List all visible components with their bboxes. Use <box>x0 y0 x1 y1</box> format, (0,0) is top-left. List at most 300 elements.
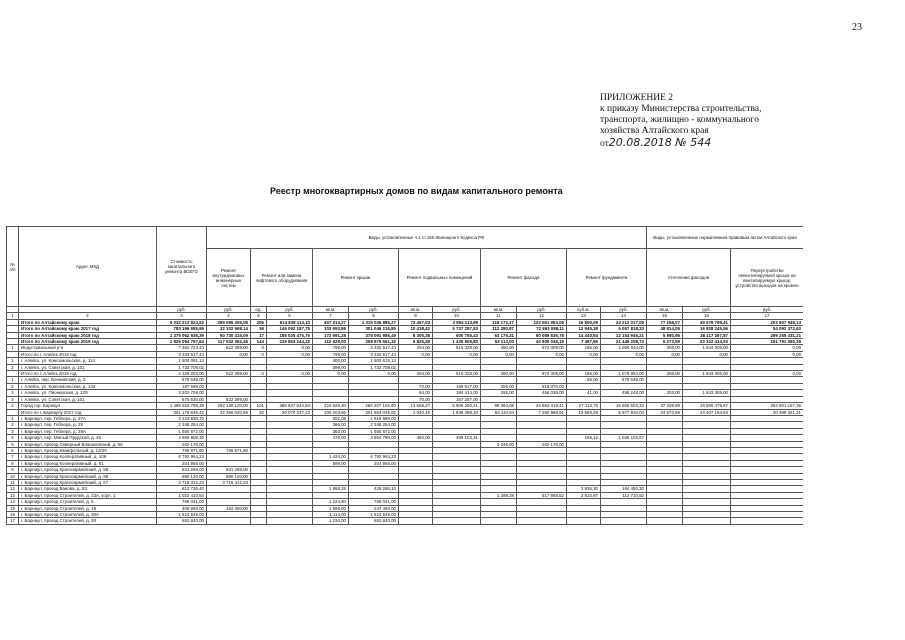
table-body <box>7 319 804 524</box>
value-cell: 50 730 415,09 <box>207 332 251 338</box>
address-cell: г. Барнаул, проезд Кооперативный, д. 51 <box>19 460 157 466</box>
value-cell: 498 248,00 <box>601 390 647 396</box>
value-cell: 1 524 549,00 <box>157 512 207 518</box>
value-cell: 0,00 <box>731 371 804 377</box>
value-cell: 768 041,00 <box>349 499 399 505</box>
value-cell: 70,00 <box>399 383 433 389</box>
value-cell: 119 172,17 <box>481 319 517 325</box>
value-cell: 32 102 968,14 <box>207 326 251 332</box>
value-cell: 799,00 <box>313 345 349 351</box>
row-number-cell: 8 <box>7 460 19 466</box>
value-cell: 202,08 <box>313 415 349 421</box>
unit-cell: кв.м. <box>399 307 433 313</box>
value-cell <box>567 518 601 524</box>
value-cell: 0,00 <box>433 351 481 357</box>
value-cell <box>683 518 731 524</box>
row-number-cell: 14 <box>7 499 19 505</box>
col-header-no: № п/п <box>7 227 19 307</box>
value-cell: 172 991,28 <box>313 332 349 338</box>
value-cell: 208,00 <box>647 371 683 377</box>
column-number-cell: 10 <box>433 313 481 319</box>
value-cell: 400,00 <box>313 358 349 364</box>
address-cell: г. Барнаул, пер. Геблера, д. 37А <box>19 415 157 421</box>
value-cell: 3 223 630,70 <box>157 415 207 421</box>
value-cell: 0,00 <box>517 351 567 357</box>
value-cell: 880 120,00 <box>157 473 207 479</box>
address-cell: Город гор. Барнаул <box>19 403 157 409</box>
value-cell: 20 399 321,21 <box>731 409 804 415</box>
value-cell <box>481 518 517 524</box>
value-cell: 49 078 799,41 <box>683 319 731 325</box>
value-cell: 7 292 968,91 <box>517 409 567 415</box>
value-cell: 299 085 406,08 <box>207 319 251 325</box>
value-cell: 818 370,00 <box>517 383 567 389</box>
value-cell: 208,00 <box>647 345 683 351</box>
value-cell: 17 <box>251 332 267 338</box>
value-cell: 2 348 254,00 <box>157 422 207 428</box>
address-cell: г. Барнаул, проезд Канифольный, д. 12/20 <box>19 447 157 453</box>
value-cell: 5 057 818,33 <box>601 326 647 332</box>
col-header-other: Переустройство невентилируемой крыши на вентилируемую крышу, устройство выходов на кровлю <box>731 249 804 307</box>
value-cell: 1 643 305,00 <box>683 371 731 377</box>
appendix-block <box>600 93 800 150</box>
value-cell: 262 130 120,00 <box>207 403 251 409</box>
column-number-cell: 16 <box>683 313 731 319</box>
column-number-cell: 9 <box>399 313 433 319</box>
value-cell: 0,00 <box>481 351 517 357</box>
value-cell: 499 103,31 <box>433 435 481 441</box>
column-number-cell: 7 <box>313 313 349 319</box>
row-number-cell: 5 <box>7 441 19 447</box>
row-number-cell: 1 <box>7 345 19 351</box>
address-cell: г. Барнаул, пер. Геблера, д. 29А <box>19 428 157 434</box>
value-cell: 768 041,00 <box>157 499 207 505</box>
value-cell: 13 568,27 <box>399 403 433 409</box>
value-cell: 280 207 102,60 <box>349 403 399 409</box>
address-cell: г. Барнаул, проезд Строителей, д. 18 <box>19 505 157 511</box>
value-cell: 204,00 <box>399 345 433 351</box>
value-cell: 0 <box>251 345 267 351</box>
col-header-cost: Стоимость капитального ремонта ВСЕГО <box>157 227 207 307</box>
address-cell: г. Алейск, ул. Комсомольская, д. 134 <box>19 383 157 389</box>
value-cell: 38 117 267,87 <box>683 332 731 338</box>
appendix-date-line <box>600 137 800 150</box>
value-cell: 54 091 372,63 <box>731 326 804 332</box>
value-cell: 363,00 <box>313 428 349 434</box>
value-cell: 3 333 517,44 <box>157 351 207 357</box>
address-cell: Итого по Алтайскому краю 2019 год <box>19 339 157 345</box>
value-cell: 1 040,15 <box>399 409 433 415</box>
value-cell: 0,00 <box>731 351 804 357</box>
value-cell: 184 414,00 <box>433 390 481 396</box>
value-cell: 14 440,54 <box>567 332 601 338</box>
unit-cell: руб. <box>157 307 207 313</box>
value-cell: 0,00 <box>313 371 349 377</box>
address-cell: г. Барнаул, проезд Ванова, д. 53 <box>19 486 157 492</box>
value-cell: 3 245,00 <box>481 441 517 447</box>
column-number-cell: 6 <box>267 313 313 319</box>
unit-cell: куб.м. <box>567 307 601 313</box>
value-cell: 0,00 <box>349 371 399 377</box>
value-cell: 206,00 <box>481 383 517 389</box>
value-cell: 490,00 <box>481 345 517 351</box>
value-cell: 169 917,00 <box>433 383 481 389</box>
value-cell: 3 332 517,44 <box>349 351 399 357</box>
handwritten-date-number: 20.08.2018 № 544 <box>608 136 712 149</box>
value-cell: 37 339,89 <box>647 403 683 409</box>
value-cell: 24 673,59 <box>647 409 683 415</box>
value-cell: 880 120,00 <box>207 473 251 479</box>
address-cell: Итого по г. Барнаулу 2017 год <box>19 409 157 415</box>
value-cell: 1 315 036 986,27 <box>349 319 399 325</box>
value-cell: 517 958,52 <box>517 492 567 498</box>
address-cell: г. Барнаул, проезд Строителей, д. 6 <box>19 499 157 505</box>
row-number-cell: 13 <box>7 492 19 498</box>
value-cell: 146 092 187,75 <box>267 326 313 332</box>
value-cell: 796 971,90 <box>157 447 207 453</box>
row-number-cell: 15 <box>7 505 19 511</box>
value-cell: 203 907 948,13 <box>731 319 804 325</box>
address-cell: г. Алейск, ул. Советская, д. 101 <box>19 364 157 370</box>
value-cell: 0,00 <box>207 351 251 357</box>
row-number-cell: 7 <box>7 454 19 460</box>
value-cell: 2 610,97 <box>567 492 601 498</box>
value-cell: 874 309,00 <box>517 345 567 351</box>
column-number-cell: 14 <box>601 313 647 319</box>
address-cell: г. Барнаул, проезд Кооперативный, д. 106 <box>19 454 157 460</box>
value-cell: 24 212 017,09 <box>601 319 647 325</box>
value-cell: 72 863 088,11 <box>517 326 567 332</box>
unit-cell: руб. <box>349 307 399 313</box>
value-cell: 1 600 615,12 <box>349 358 399 364</box>
value-cell: 99 394,08 <box>481 403 517 409</box>
row-number-cell: 2 <box>7 383 19 389</box>
col-header-facade: Ремонт фасада <box>481 249 567 307</box>
document-title: Реестр многоквартирных домов по видам капитального ремонта <box>270 186 563 196</box>
value-cell: 478,00 <box>313 435 349 441</box>
value-cell: 103 693,86 <box>313 326 349 332</box>
value-cell: 796 971,90 <box>207 447 251 453</box>
value-cell: 65,00 <box>567 377 601 383</box>
row-number-cell: 2 <box>7 364 19 370</box>
value-cell: 203,00 <box>647 390 683 396</box>
value-cell: 388 947 644,84 <box>267 403 313 409</box>
value-cell: 53 113,00 <box>481 339 517 345</box>
value-cell: 874 309,00 <box>517 371 567 377</box>
value-cell: 247 460,00 <box>349 505 399 511</box>
value-cell: 112 280,87 <box>481 326 517 332</box>
value-cell <box>267 518 313 524</box>
row-number-cell: 3 <box>7 428 19 434</box>
value-cell: 510 328,00 <box>433 345 481 351</box>
value-cell: 70,00 <box>399 396 433 402</box>
value-cell: 613 736,40 <box>157 486 207 492</box>
value-cell: 253 801 157,36 <box>731 403 804 409</box>
value-cell: 428 286,10 <box>349 486 399 492</box>
value-cell: 100 203,86 <box>313 409 349 415</box>
value-cell: 7 462 723,44 <box>157 345 207 351</box>
address-cell: Итого по Алтайскому краю <box>19 319 157 325</box>
column-number-cell: 4 <box>207 313 251 319</box>
address-cell: г. Барнаул, пер. Малый Прудской, д. 45 <box>19 435 157 441</box>
address-cell: г. Барнаул, проезд Строителей, д. 30А <box>19 512 157 518</box>
value-cell: 462,00 <box>399 435 433 441</box>
value-cell: 5 980,95 <box>647 332 683 338</box>
value-cell: 162 400,00 <box>207 505 251 511</box>
value-cell: 204,00 <box>399 371 433 377</box>
value-cell: 614 838 114,10 <box>267 319 313 325</box>
row-number-cell: 1 <box>7 358 19 364</box>
address-cell: Итого по г. Алейск 2019 год <box>19 371 157 377</box>
value-cell: 44 563 419,41 <box>517 403 567 409</box>
value-cell: 219 853 244,22 <box>267 339 313 345</box>
value-cell: 783 196 985,99 <box>157 326 207 332</box>
value-cell: 12 154 946,21 <box>601 332 647 338</box>
value-cell <box>647 518 683 524</box>
value-cell: 40 809 049,19 <box>517 339 567 345</box>
value-cell: 1 643 305,00 <box>683 345 731 351</box>
row-number-cell: 17 <box>7 518 19 524</box>
value-cell: 53 110,84 <box>481 409 517 415</box>
value-cell <box>601 518 647 524</box>
value-cell: 0 <box>251 351 267 357</box>
column-number-cell: 11 <box>481 313 517 319</box>
value-cell: 156,00 <box>567 371 601 377</box>
value-cell: 122 061 983,06 <box>517 319 567 325</box>
value-cell: 144 <box>251 339 267 345</box>
value-cell: 165,12 <box>567 435 601 441</box>
row-number-cell: 10 <box>7 473 19 479</box>
value-cell: 117 032 062,46 <box>207 339 251 345</box>
value-cell: 204 956,00 <box>349 460 399 466</box>
value-cell: 4 960 908,30 <box>157 435 207 441</box>
value-cell: 151 791 085,36 <box>731 339 804 345</box>
value-cell: 399,00 <box>313 364 349 370</box>
address-cell: Итого по Алтайскому краю 2018 год <box>19 332 157 338</box>
unit-cell: кв.м. <box>313 307 349 313</box>
value-cell: 578 646,00 <box>157 377 207 383</box>
value-cell: 3 854 790,00 <box>349 435 399 441</box>
value-cell: 0,00 <box>267 345 313 351</box>
value-cell: 652 840,00 <box>157 518 207 524</box>
value-cell: 652 840,00 <box>349 518 399 524</box>
row-number-cell: 3 <box>7 390 19 396</box>
column-number-cell: 17 <box>731 313 804 319</box>
value-cell: 201 863 045,82 <box>349 409 399 415</box>
value-cell: 101 <box>251 403 267 409</box>
row-number-cell: 4 <box>7 396 19 402</box>
value-cell: 5 977 810,04 <box>601 409 647 415</box>
column-number-cell: 2 <box>19 313 157 319</box>
value-cell: 64,00 <box>399 390 433 396</box>
col-header-foundation: Ремонт фундамента <box>567 249 647 307</box>
value-cell: 456 036,00 <box>517 390 567 396</box>
value-cell: 112 710,82 <box>601 492 647 498</box>
value-cell: 675 630,00 <box>157 396 207 402</box>
value-cell: 6 792 964,23 <box>349 454 399 460</box>
value-cell: 7 497,86 <box>567 339 601 345</box>
value-cell: 72 467,03 <box>399 319 433 325</box>
value-cell: 1 022 410,84 <box>157 492 207 498</box>
col-header-insulation: Утепление фасадов <box>647 249 731 307</box>
column-number-cell: 8 <box>349 313 399 319</box>
unit-cell: руб. <box>731 307 804 313</box>
col-header-basement: Ремонт подвальных помещений <box>399 249 481 307</box>
value-cell: 206 <box>251 319 267 325</box>
value-cell: 0,00 <box>267 371 313 377</box>
unit-cell: руб. <box>433 307 481 313</box>
address-cell: г. Барнаул, проезд Красноармейский, д. 67 <box>19 479 157 485</box>
value-cell: 3 332 517,44 <box>349 345 399 351</box>
value-cell: 1 114,00 <box>313 512 349 518</box>
value-cell: 0,00 <box>601 351 647 357</box>
value-cell: 5 906 250,21 <box>433 403 481 409</box>
value-cell: 1 550 672,00 <box>349 428 399 434</box>
value-cell: 1 550 672,00 <box>157 428 207 434</box>
col-header-elevators: Ремонт или замена лифтового оборудования <box>251 249 313 307</box>
column-number-cell: 5 <box>251 313 267 319</box>
value-cell: 0,00 <box>731 345 804 351</box>
value-cell: 510 328,00 <box>433 371 481 377</box>
row-number-cell: 9 <box>7 467 19 473</box>
value-cell: 295,00 <box>481 390 517 396</box>
row-number-cell: 1 <box>7 415 19 421</box>
value-cell: 19 589 479,67 <box>683 403 731 409</box>
address-cell: г. Барнаул, проезд Строителей, д. 23А, корп. 1 <box>19 492 157 498</box>
value-cell: 12 945,38 <box>567 326 601 332</box>
value-cell: 8 305,38 <box>399 332 433 338</box>
value-cell: 14 407 184,64 <box>683 409 731 415</box>
value-cell: 457 313,27 <box>313 319 349 325</box>
value-cell: 16 900,09 <box>567 319 601 325</box>
value-cell: 36 <box>251 326 267 332</box>
value-cell: 1 079 854,00 <box>601 371 647 377</box>
value-cell: 831 288,00 <box>207 467 251 473</box>
unit-cell: руб. <box>601 307 647 313</box>
value-cell: 13 593,29 <box>567 409 601 415</box>
value-cell: 262 170,00 <box>157 441 207 447</box>
value-cell: 1 958,25 <box>313 486 349 492</box>
address-cell: г. Алейск, ул. Пионерская, д. 129 <box>19 390 157 396</box>
value-cell: 366,00 <box>313 422 349 428</box>
value-cell: 1 732 708,02 <box>157 364 207 370</box>
col-header-systems: Ремонт внутридомовых инженерных систем <box>207 249 251 307</box>
address-cell: Итого по Алтайскому краю 2017 год <box>19 326 157 332</box>
value-cell: 578 646,00 <box>601 377 647 383</box>
value-cell: 0,00 <box>683 351 731 357</box>
appendix-line: хозяйства Алтайского края <box>600 126 709 136</box>
row-number-cell: 1 <box>7 377 19 383</box>
unit-cell: руб. <box>683 307 731 313</box>
value-cell: 204 956,00 <box>157 460 207 466</box>
unit-cell: кв.м. <box>647 307 683 313</box>
value-cell <box>731 518 804 524</box>
value-cell: 3 854 113,99 <box>433 319 481 325</box>
value-cell: 21 449 208,73 <box>601 339 647 345</box>
appendix-title: ПРИЛОЖЕНИЕ 2 <box>600 93 674 103</box>
unit-cell: ед. <box>251 307 267 313</box>
column-number-cell: 12 <box>517 313 567 319</box>
value-cell: 27 113,75 <box>567 403 601 409</box>
unit-cell: руб. <box>207 307 251 313</box>
value-cell <box>399 518 433 524</box>
value-cell: 301 178 645,42 <box>157 409 207 415</box>
registry-table <box>6 226 803 525</box>
row-number-cell: 4 <box>7 435 19 441</box>
address-cell: г. Барнаул, проезд Северный Власихинский, д. 56 <box>19 441 157 447</box>
column-number-cell: 3 <box>157 313 207 319</box>
value-cell: 16 565 503,34 <box>601 403 647 409</box>
address-cell: Индустриальный р-н <box>19 345 157 351</box>
value-cell: 20 070 237,13 <box>267 409 313 415</box>
value-cell: 1 825 094 797,64 <box>157 339 207 345</box>
unit-cell: кв.м. <box>481 307 517 313</box>
value-cell: 1 036 103,57 <box>601 435 647 441</box>
value-cell: 1 498 553 798,39 <box>157 403 207 409</box>
value-cell: 188 025 475,76 <box>267 332 313 338</box>
value-cell: 1 919 690,00 <box>349 415 399 421</box>
address-cell: г. Барнаул, проезд Строителей, д. 30 <box>19 518 157 524</box>
address-cell: г. Алейск, ул. Комсомольская, д. 114 <box>19 358 157 364</box>
address-cell: г. Алейск, пер. Бонжовский, д. 3 <box>19 377 157 383</box>
value-cell: 3 715 312,23 <box>207 479 251 485</box>
value-cell: 60 089 836,78 <box>517 332 567 338</box>
value-cell: 262 170,00 <box>517 441 567 447</box>
value-cell: 1 056 044,00 <box>601 345 647 351</box>
value-cell: 22 366 020,66 <box>207 409 251 415</box>
value-cell: 490,00 <box>481 371 517 377</box>
value-cell: 378 091 986,49 <box>349 332 399 338</box>
value-cell: 1 424,00 <box>313 454 349 460</box>
col-header-address: Адрес МКД <box>19 227 157 307</box>
row-number-cell: 2 <box>7 403 19 409</box>
col-group-federal: Виды, установленные ч.1 ст.166 Жилищного Кодекса РФ <box>207 227 647 249</box>
value-cell: 224 826,30 <box>313 403 349 409</box>
value-cell <box>517 518 567 524</box>
value-cell: 0,00 <box>399 351 433 357</box>
value-cell: 41,00 <box>567 390 601 396</box>
value-cell: 184 450,30 <box>601 486 647 492</box>
value-cell: 522 399,00 <box>207 396 251 402</box>
value-cell: 0,00 <box>267 351 313 357</box>
address-cell: г. Алейск, ул. Советская, д. 101 <box>19 396 157 402</box>
value-cell: 5 032 213 924,52 <box>157 319 207 325</box>
value-cell: 0,00 <box>647 351 683 357</box>
col-header-roof: Ремонт крыши <box>313 249 399 307</box>
value-cell: 5 737 257,83 <box>433 326 481 332</box>
value-cell: 1 398,28 <box>481 492 517 498</box>
value-cell: 599,00 <box>313 460 349 466</box>
value-cell: 1 375 062 936,39 <box>157 332 207 338</box>
value-cell: 77 168,07 <box>647 319 683 325</box>
column-number-cell: 1 <box>7 313 19 319</box>
value-cell <box>207 518 251 524</box>
value-cell: 156,00 <box>567 345 601 351</box>
value-cell: 1 836 288,33 <box>433 409 481 415</box>
row-number-cell: 11 <box>7 479 19 485</box>
row-number-cell: 2 <box>7 422 19 428</box>
value-cell: 63 175,31 <box>481 332 517 338</box>
value-cell: 23 322 414,93 <box>683 339 731 345</box>
registry-table-container <box>6 226 803 638</box>
value-cell: 10 418,42 <box>399 326 433 332</box>
value-cell: 1 524 549,00 <box>349 512 399 518</box>
value-cell: 112 628,00 <box>313 339 349 345</box>
column-number-cell: 15 <box>647 313 683 319</box>
value-cell: 208 976 561,32 <box>349 339 399 345</box>
value-cell: 187 599,00 <box>157 383 207 389</box>
value-cell: 16 928 245,56 <box>683 326 731 332</box>
